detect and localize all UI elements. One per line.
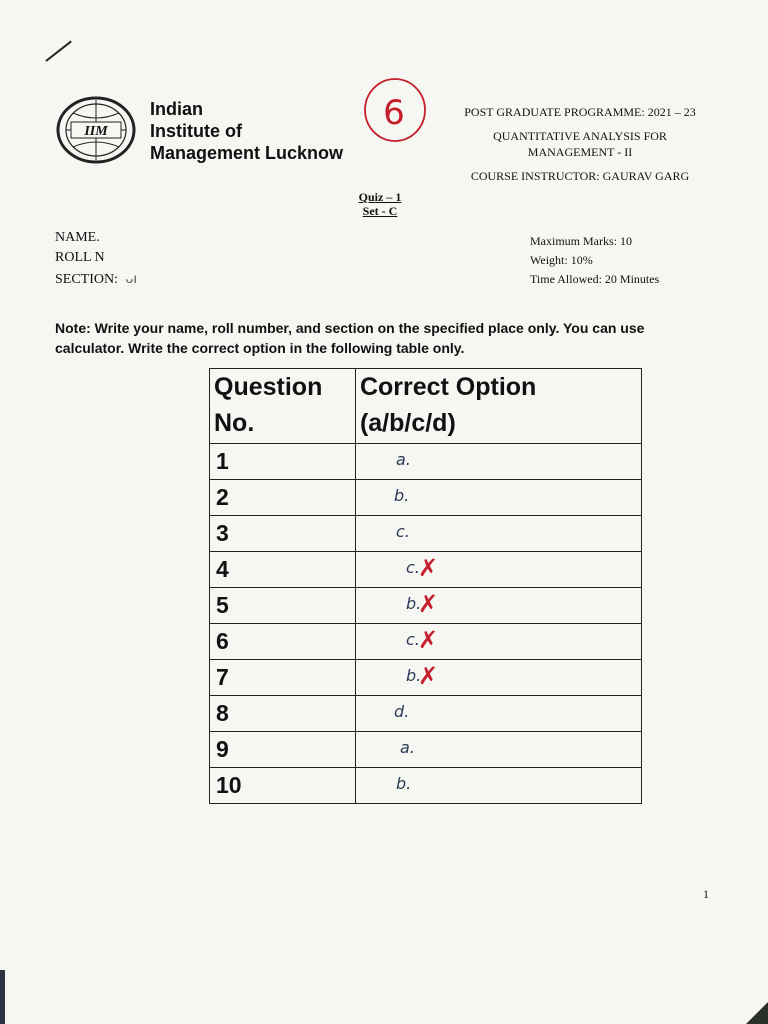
table-row — [210, 480, 642, 516]
answer-cell — [355, 552, 641, 588]
institute-name: Indian Institute of Management Lucknow — [150, 99, 344, 163]
svg-text:IIM: IIM — [84, 124, 108, 139]
handwritten-answer: b. — [393, 486, 410, 505]
student-info — [55, 228, 137, 290]
section-row — [55, 268, 137, 290]
answer-cell — [355, 588, 641, 624]
question-number: 7 — [210, 660, 356, 696]
question-number: 1 — [210, 444, 356, 480]
answer-cell — [355, 444, 641, 480]
quiz-title: Quiz – 1 Set - C — [358, 190, 402, 218]
table-row — [210, 516, 642, 552]
red-cross-mark: ✗ — [417, 590, 439, 618]
page-edge — [0, 970, 5, 1024]
roll-label: ROLL N — [55, 250, 105, 265]
score-circle — [360, 72, 430, 144]
question-no-header: Question No. — [210, 369, 356, 444]
red-cross-mark: ✗ — [417, 662, 439, 690]
table-row — [210, 588, 642, 624]
table-row — [210, 732, 642, 768]
handwritten-answer: b. — [405, 594, 422, 613]
maximum-marks: Maximum Marks: 10 — [530, 234, 632, 248]
handwritten-answer: c. — [405, 630, 420, 649]
iim-lucknow-logo — [55, 95, 137, 165]
weight: Weight: 10% — [530, 253, 593, 267]
page-corner-shadow — [746, 1002, 768, 1024]
table-row — [210, 444, 642, 480]
table-row — [210, 552, 642, 588]
table-row — [210, 660, 642, 696]
handwritten-answer: a. — [395, 450, 411, 469]
answer-cell — [355, 480, 641, 516]
page-number: 1 — [703, 887, 709, 901]
table-header-row — [210, 369, 642, 444]
table-row — [210, 696, 642, 732]
answer-cell — [355, 696, 641, 732]
handwritten-answer: c. — [395, 522, 410, 541]
section-value: ᴗı — [125, 270, 138, 286]
answer-cell — [355, 768, 641, 804]
question-number: 8 — [210, 696, 356, 732]
instructions-note: Note: Write your name, roll number, and section on the specified place only. You can use calculator. Write the correct option in the following table only. — [55, 320, 645, 356]
programme-title: POST GRADUATE PROGRAMME: 2021 – 23 — [464, 105, 696, 119]
question-number: 6 — [210, 624, 356, 660]
question-number: 4 — [210, 552, 356, 588]
handwritten-answer: b. — [405, 666, 422, 685]
name-label: NAME. — [55, 230, 100, 245]
section-label: SECTION: — [55, 272, 118, 287]
time-allowed: Time Allowed: 20 Minutes — [530, 272, 660, 286]
pen-tick-mark — [45, 41, 71, 62]
question-number: 10 — [210, 768, 356, 804]
marks-info — [530, 232, 659, 289]
course-instructor: COURSE INSTRUCTOR: GAURAV GARG — [470, 169, 690, 183]
course-name-line2: MANAGEMENT - II — [527, 145, 633, 159]
course-name-line1: QUANTITATIVE ANALYSIS FOR — [493, 129, 667, 143]
handwritten-answer: a. — [399, 738, 415, 757]
programme-details — [440, 104, 720, 184]
answer-cell — [355, 516, 641, 552]
question-number: 3 — [210, 516, 356, 552]
correct-option-header: Correct Option (a/b/c/d) — [355, 369, 641, 444]
table-row — [210, 624, 642, 660]
question-number: 9 — [210, 732, 356, 768]
red-cross-mark: ✗ — [417, 554, 439, 582]
question-number: 5 — [210, 588, 356, 624]
question-number: 2 — [210, 480, 356, 516]
answer-cell — [355, 732, 641, 768]
answer-table — [209, 368, 642, 804]
answer-cell — [355, 624, 641, 660]
red-cross-mark: ✗ — [417, 626, 439, 654]
answer-cell — [355, 660, 641, 696]
handwritten-answer: d. — [393, 702, 410, 721]
handwritten-answer: c. — [405, 558, 420, 577]
score-text: 6 — [383, 93, 405, 133]
table-row — [210, 768, 642, 804]
handwritten-answer: b. — [395, 774, 412, 793]
